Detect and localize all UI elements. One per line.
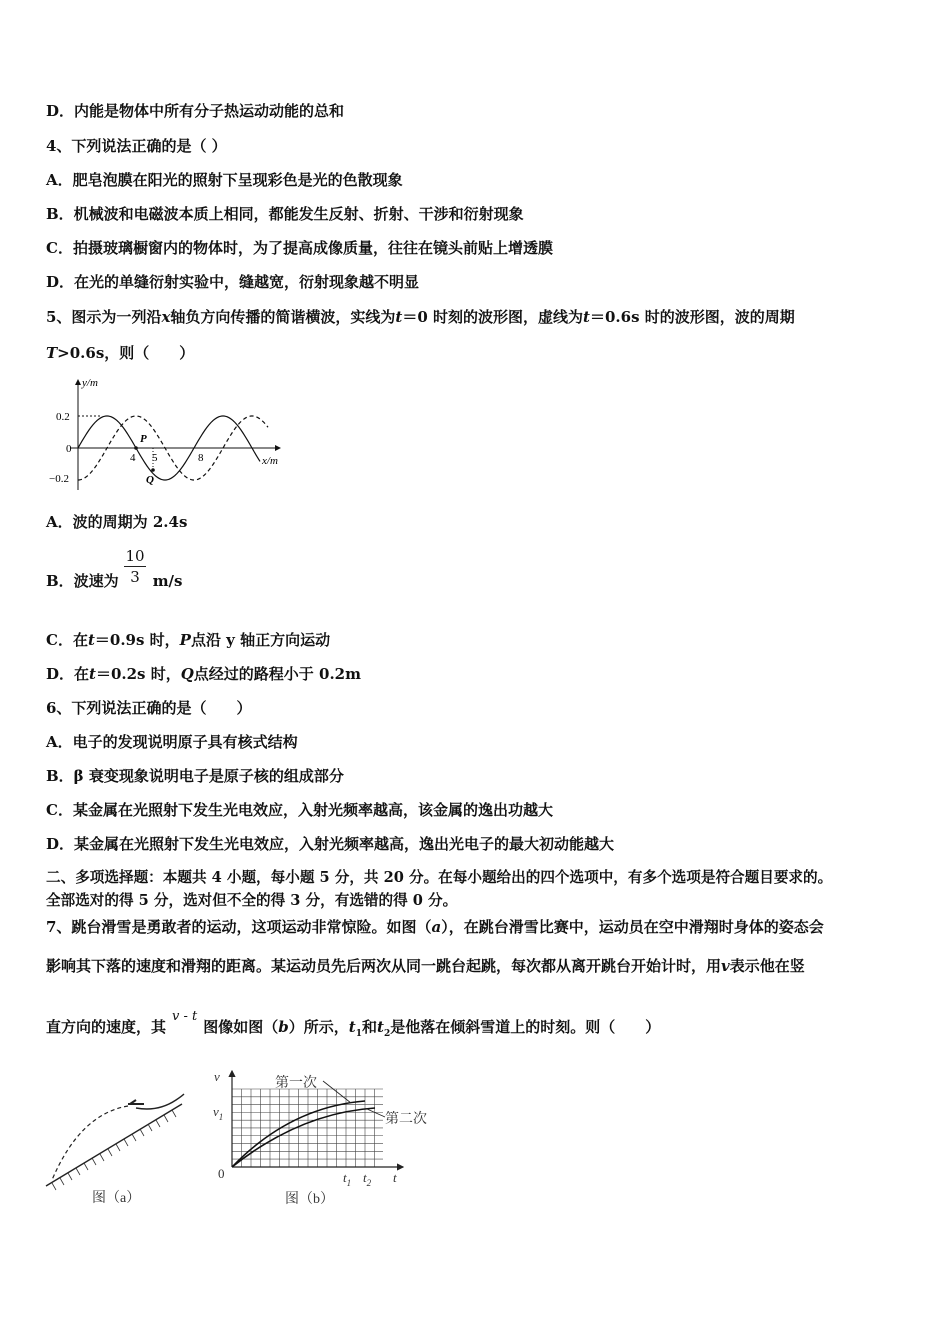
origin-label: 0 [218,1166,225,1181]
q5b-unit: m/s [152,572,183,590]
q5b-prefix: B．波速为 [46,572,119,590]
q7-var-t2: t [377,1018,384,1036]
v-axis-label: v [214,1069,220,1084]
t1-sub: 1 [346,1178,352,1188]
figure-a-caption: 图（a） [92,1191,141,1206]
q5b-denominator: 3 [130,568,140,586]
q7-sub-2: 2 [383,1029,391,1039]
x-tick-4: 4 [130,452,136,464]
q5-text: >0.6s，则（ ） [57,344,195,362]
slope-surface [46,1104,182,1186]
q7-text: 7、跳台滑雪是勇敢者的运动，这项运动非常惊险。如图（ [46,918,432,936]
q5-var-x: x [161,308,171,326]
q6-option-c: C．某金属在光照射下发生光电效应，入射光频率越高，该金属的逸出功越大 [46,801,553,819]
skier [128,1100,144,1104]
q6-option-d: D．某金属在光照射下发生光电效应，入射光频率越高，逸出光电子的最大初动能越大 [46,835,615,853]
q7-stem-line3 [46,1009,661,1044]
q4-option-b: B．机械波和电磁波本质上相同，都能发生反射、折射、干涉和衍射现象 [46,205,524,223]
q5-text: 轴负方向传播的简谐横波，实线为 [170,308,396,326]
q7-fig-a-ref: a [431,918,442,936]
point-p-label: P [140,433,147,445]
q7-text: 和 [361,1018,377,1036]
q7-text: 直方向的速度，其 [46,1018,167,1036]
q5-var-T: T [46,344,58,362]
q5d-var-q: Q [180,665,194,683]
q7-stem-line1 [46,917,824,937]
figure-b-vt-graph [205,1065,445,1215]
fraction-bar [124,566,146,567]
q7-text: 图像如图（ [203,1018,279,1036]
section2-heading-line1: 二、多项选择题：本题共 4 小题，每小题 5 分，共 20 分。在每小题给出的四个选项中，有多个选项是符合题目要求的。 [46,869,833,886]
t1-base: t [343,1170,347,1185]
q7-var-v: v [721,957,730,975]
y-tick-0.2: 0.2 [56,411,70,423]
q7-text: 表示他在竖 [729,957,805,975]
slope-hatching [52,1110,176,1190]
q7-text: ）所示， [288,1018,349,1036]
q7-sub-1: 1 [355,1029,362,1039]
y-axis-label: y/m [82,377,98,389]
q4-option-a: A．肥皂泡膜在阳光的照射下呈现彩色是光的色散现象 [46,171,403,189]
q5d-var-t: t [89,665,96,683]
q5b-fraction [124,547,146,586]
q4-option-c: C．拍摄玻璃橱窗内的物体时，为了提高成像质量，往往在镜头前贴上增透膜 [46,239,553,257]
q5-stem-line2 [46,343,194,363]
point-p [134,446,138,450]
point-q-label: Q [146,474,154,486]
v1-label [213,1104,223,1122]
figure-b-caption: 图（b） [285,1192,334,1207]
x-tick-5: 5 [152,452,158,464]
q5c-var-t: t [87,631,95,649]
q5-text: ＝0 时刻的波形图，虚线为 [402,308,584,326]
q5b-numerator: 10 [125,547,145,565]
q5-option-c [46,630,330,650]
q7-text: 是他落在倾斜雪道上的时刻。则（ ） [390,1018,661,1036]
v1-base: v [213,1104,219,1119]
q3-option-d: D．内能是物体中所有分子热运动动能的总和 [46,102,345,120]
q5-var-t: t [395,308,403,326]
q5c-var-p: P [179,631,191,649]
t2-label [363,1170,372,1188]
q5c-text: ＝0.9s 时， [94,631,180,649]
q4-option-d: D．在光的单缝衍射实验中，缝越宽，衍射现象越不明显 [46,273,420,291]
x-axis-label: x/m [262,455,278,467]
t1-label [343,1170,351,1188]
q5-text: ＝0.6s 时的波形图，波的周期 [589,308,795,326]
y-tick-0: 0 [66,443,72,455]
q7-fig-b-ref: b [278,1018,289,1036]
q7-stem-line2 [46,956,805,976]
wave-graph [40,372,300,492]
label-second-jump: 第二次 [385,1112,427,1127]
q7-text: 影响其下落的速度和滑翔的距离。某运动员先后两次从同一跳台起跳，每次都从离开跳台开始计时，用 [46,957,722,975]
q6-option-a: A．电子的发现说明原子具有核式结构 [46,733,298,751]
q5c-text: 点沿 y 轴正方向运动 [190,631,331,649]
t2-sub: 2 [366,1178,372,1188]
q5d-text: ＝0.2s 时， [95,665,181,683]
x-tick-8: 8 [198,452,204,464]
figure-a-ski-slope [40,1090,200,1210]
q7-text: ），在跳台滑雪比赛中，运动员在空中滑翔时身体的姿态会 [441,918,824,936]
v1-sub: 1 [218,1112,224,1122]
q4-stem: 4、下列说法正确的是（ ） [46,137,227,155]
section2-heading-line2: 全部选对的得 5 分，选对但不全的得 3 分，有选错的得 0 分。 [46,892,458,909]
q5d-text: 点经过的路程小于 0.2m [193,665,361,683]
q5-stem-line1 [46,307,795,327]
q5-text: 5、图示为一列沿 [46,308,162,326]
q5-option-a: A．波的周期为 2.4s [46,513,188,531]
label-first-jump: 第一次 [275,1076,317,1091]
q5d-text: D．在 [46,665,90,683]
label-leader-second [367,1109,385,1117]
q6-stem: 6、下列说法正确的是（ ） [46,699,252,717]
q5c-text: C．在 [46,631,88,649]
q5-var-t: t [583,308,590,326]
point-q [151,468,155,472]
y-tick-neg0.2: −0.2 [49,473,69,485]
q5-option-b [46,571,182,591]
q7-var-t1: t [348,1018,356,1036]
q7-vt-label: v - t [172,1009,198,1024]
t2-base: t [363,1170,367,1185]
q5-option-d [46,664,361,684]
q6-option-b: B．β 衰变现象说明电子是原子核的组成部分 [46,767,344,785]
t-axis-label: t [393,1170,397,1185]
